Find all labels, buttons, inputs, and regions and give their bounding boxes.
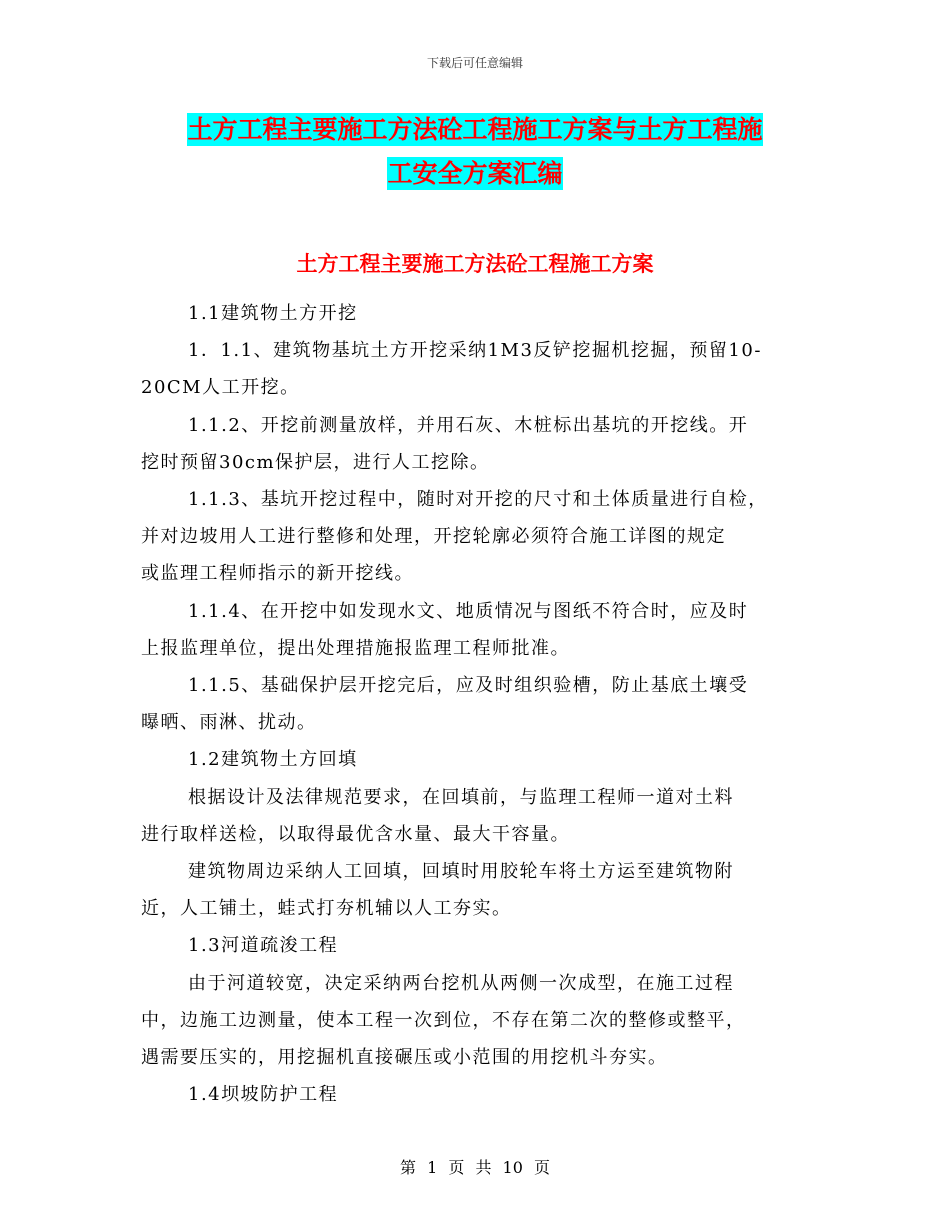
paragraph-line: 1.1.5、基础保护层开挖完后，应及时组织验槽，防止基底土壤受 (188, 675, 749, 697)
heading-1-3: 1.3河道疏浚工程 (188, 935, 339, 957)
paragraph-line: 1.1.2、开挖前测量放样，并用石灰、木桩标出基坑的开挖线。开 (188, 414, 749, 436)
title-line-1: 土方工程主要施工方法砼工程施工方案与土方工程施 (187, 115, 763, 144)
paragraph-line: 进行取样送检，以取得最优含水量、最大干容量。 (141, 823, 570, 845)
heading-1-4: 1.4坝坡防护工程 (188, 1084, 339, 1106)
document-title (0, 108, 950, 196)
paragraph-line: 挖时预留30cm保护层，进行人工挖除。 (141, 451, 490, 473)
section-title: 土方工程主要施工方法砼工程施工方案 (296, 251, 654, 276)
paragraph-line: 并对边坡用人工进行整修和处理，开挖轮廓必须符合施工详图的规定 (141, 526, 726, 548)
paragraph-line: 1．1.1、建筑物基坑土方开挖采纳1M3反铲挖掘机挖掘，预留10- (188, 340, 762, 362)
paragraph-line: 20CM人工开挖。 (141, 377, 300, 399)
document-body (141, 295, 813, 1113)
heading-1-2: 1.2建筑物土方回填 (188, 749, 358, 771)
page-footer: 第 1 页 共 10 页 (400, 1158, 550, 1177)
paragraph-line: 曝晒、雨淋、扰动。 (141, 712, 317, 734)
paragraph-line: 根据设计及法律规范要求，在回填前，与监理工程师一道对土料 (188, 786, 734, 808)
paragraph-line: 1.1.3、基坑开挖过程中，随时对开挖的尺寸和土体质量进行自检， (188, 489, 768, 511)
paragraph-line: 1.1.4、在开挖中如发现水文、地质情况与图纸不符合时，应及时 (188, 600, 749, 622)
header-note: 下载后可任意编辑 (426, 56, 523, 70)
paragraph-line: 上报监理单位，提出处理措施报监理工程师批准。 (141, 637, 570, 659)
paragraph-line: 建筑物周边采纳人工回填，回填时用胶轮车将土方运至建筑物附 (188, 861, 734, 883)
paragraph-line: 中，边施工边测量，使本工程一次到位，不存在第二次的整修或整平， (141, 1009, 746, 1031)
paragraph-line: 由于河道较宽，决定采纳两台挖机从两侧一次成型，在施工过程 (188, 972, 734, 994)
heading-1-1: 1.1建筑物土方开挖 (188, 303, 358, 324)
title-line-2: 工安全方案汇编 (387, 159, 563, 188)
paragraph-line: 或监理工程师指示的新开挖线。 (141, 563, 414, 585)
paragraph-line: 遇需要压实的，用挖掘机直接碾压或小范围的用挖机斗夯实。 (141, 1047, 668, 1069)
paragraph-line: 近，人工铺土，蛙式打夯机辅以人工夯实。 (141, 898, 512, 920)
